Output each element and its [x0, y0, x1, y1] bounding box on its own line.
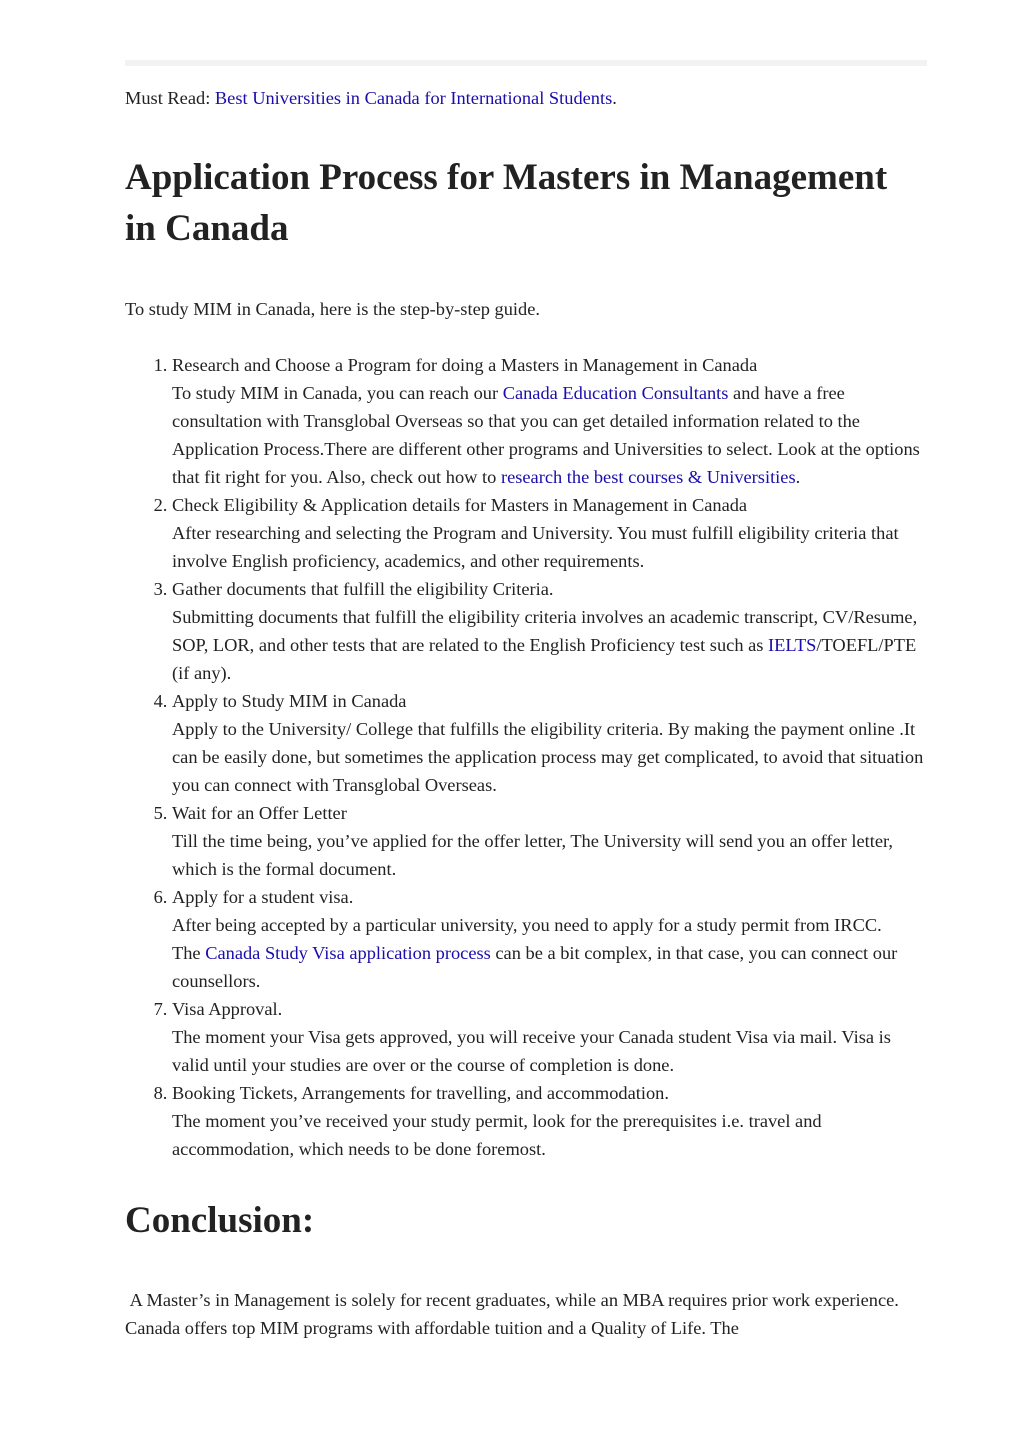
- step-1: [172, 351, 927, 491]
- must-read-line: [125, 84, 927, 112]
- step-text: The moment your Visa gets approved, you will receive your Canada student Visa via mail. Visa is valid until your studies are over or the course of completion is done.: [172, 1027, 891, 1075]
- step-text: and have a free consultation with Transglobal Overseas so that you can get detailed information related to the Application Process.There are different other programs and Universities to select. Look at the options that fit right for you. Also, check out how to: [172, 383, 920, 487]
- step-text: After being accepted by a particular university, you need to apply for a study permit from IRCC.: [172, 915, 882, 935]
- intro-paragraph: To study MIM in Canada, here is the step-by-step guide.: [125, 299, 540, 319]
- conclusion-heading: Conclusion:: [125, 1200, 315, 1241]
- step-text: The: [172, 943, 206, 963]
- step-text: Till the time being, you’ve applied for the offer letter, The University will send you an offer letter, which is the formal document.: [172, 831, 894, 879]
- step-text: can be a bit complex, in that case, you can connect our counsellors.: [172, 943, 898, 991]
- step-title: Research and Choose a Program for doing a Masters in Management in Canada: [172, 355, 758, 375]
- step-text: After researching and selecting the Program and University. You must fulfill eligibility criteria that involve English proficiency, academics, and other requirements.: [172, 523, 899, 571]
- step-text: .: [795, 467, 801, 487]
- best-universities-link[interactable]: Best Universities in Canada for International Students: [214, 88, 613, 108]
- canada-study-visa-link[interactable]: Canada Study Visa application process: [205, 943, 491, 963]
- step-4: [172, 687, 927, 799]
- step-title: Apply for a student visa.: [172, 887, 354, 907]
- step-3: [172, 575, 927, 687]
- step-text: The moment you’ve received your study permit, look for the prerequisites i.e. travel and accommodation, which needs to be done foremost.: [172, 1111, 822, 1159]
- step-title: Gather documents that fulfill the eligibility Criteria.: [172, 579, 554, 599]
- steps-list: [125, 351, 927, 1163]
- step-text: Apply to the University/ College that fulfills the eligibility criteria. By making the payment online .It can be easily done, but sometimes the application process may get complicated, to avoid that situation you can connect with Transglobal Overseas.: [172, 719, 924, 795]
- ielts-link[interactable]: IELTS: [768, 635, 817, 655]
- top-divider: [125, 60, 927, 66]
- step-text: Submitting documents that fulfill the eligibility criteria involves an academic transcript, CV/Resume, SOP, LOR, and other tests that are related to the English Proficiency test such as: [172, 607, 918, 655]
- step-title: Visa Approval.: [172, 999, 283, 1019]
- step-7: [172, 995, 927, 1079]
- step-title: Apply to Study MIM in Canada: [172, 691, 407, 711]
- step-2: [172, 491, 927, 575]
- article-body: [125, 84, 927, 1342]
- step-5: [172, 799, 927, 883]
- research-courses-link[interactable]: research the best courses & Universities: [500, 467, 796, 487]
- step-8: [172, 1079, 927, 1163]
- step-title: Booking Tickets, Arrangements for travelling, and accommodation.: [172, 1083, 669, 1103]
- step-text: To study MIM in Canada, you can reach our: [172, 383, 503, 403]
- step-6: [172, 883, 927, 995]
- must-read-suffix: .: [612, 88, 617, 108]
- step-text: /TOEFL/PTE (if any).: [172, 635, 917, 683]
- step-title: Wait for an Offer Letter: [172, 803, 347, 823]
- conclusion-paragraph: A Master’s in Management is solely for recent graduates, while an MBA requires prior work experience. Canada offers top MIM programs with affordable tuition and a Quality of Life. The: [125, 1290, 904, 1338]
- step-title: Check Eligibility & Application details for Masters in Management in Canada: [172, 495, 748, 515]
- application-process-heading: Application Process for Masters in Management in Canada: [125, 157, 888, 249]
- canada-education-consultants-link[interactable]: Canada Education Consultants: [502, 383, 729, 403]
- must-read-prefix: Must Read:: [125, 88, 215, 108]
